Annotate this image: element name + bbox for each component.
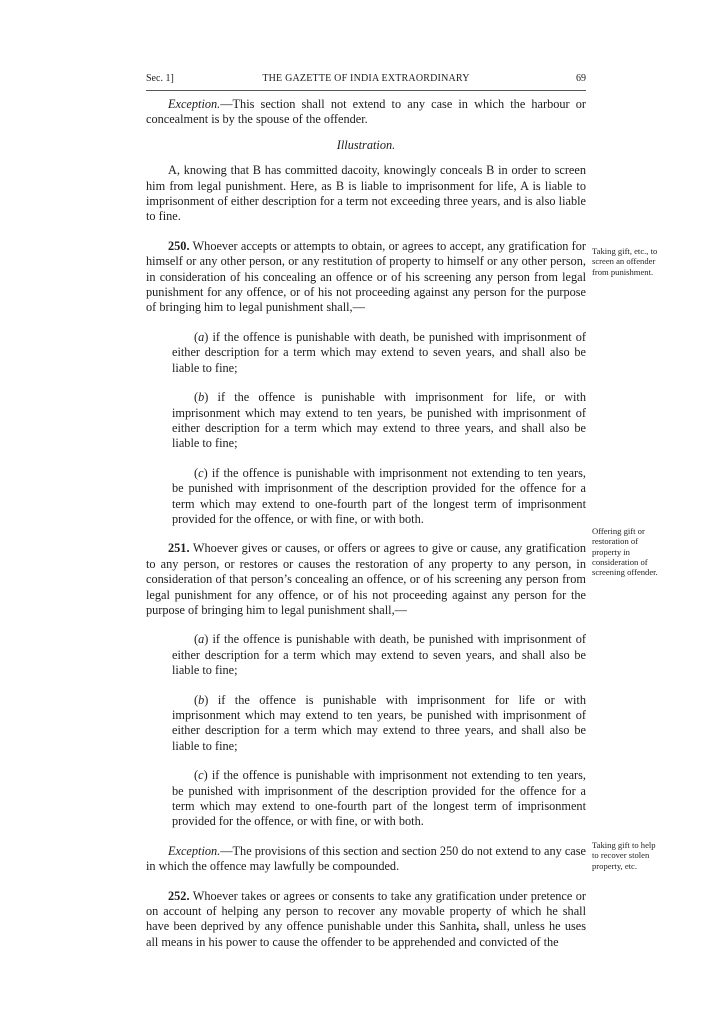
section-252-number: 252.: [168, 888, 190, 903]
section-250: 250. Whoever accepts or attempts to obtain, or agrees to accept, any gratification for himself or any other person, or any restitution of property to himself or any other person, in consideration of his concealing an offence or of his screening any person from legal punishment for any offence, or of his not proceeding against any person for the purpose of bringing him to legal punishment shall,—: [146, 238, 586, 315]
header-section: Sec. 1]: [146, 73, 174, 84]
illustration-text: A, knowing that B has committed dacoity, knowingly conceals B in order to screen him from legal punishment. Here, as B is liable to imprisonment for life, A is liable to imprisonment of either description for a term not exceeding three years, and is also liable to fine.: [146, 163, 586, 224]
exception-249: [146, 97, 586, 128]
main-text: [146, 97, 586, 950]
section-251: 251. Whoever gives or causes, or offers or agrees to give or cause, any gratification to any person, or restores or causes the restoration of any property to any person, in consideration of that person’s concealing an offence, or of his screening any person from legal punishment for any offence, or of his not proceeding against any person for the purpose of bringing him to legal punishment shall,—: [146, 541, 586, 617]
exception-label: Exception.: [168, 97, 221, 111]
header-page-number: 69: [576, 73, 586, 84]
section-251-number: 251.: [168, 541, 190, 556]
section-251-exception: Exception.—The provisions of this section and section 250 do not extend to any case in which the offence may lawfully be compounded.: [146, 843, 587, 874]
side-note-252: Taking gift to help to recover stolen property, etc.: [592, 840, 656, 871]
section-250-clause-a: (a) if the offence is punishable with death, be punished with imprisonment of either description for a term which may extend to seven years, and shall also be liable to fine;: [172, 329, 586, 375]
section-251-clause-b: (b) if the offence is punishable with imprisonment for life or with imprisonment which may extend to ten years, be punished with imprisonment of either description for a term which may extend to three years, and shall also be liable to fine;: [172, 692, 586, 753]
header-gazette-title: THE GAZETTE OF INDIA EXTRAORDINARY: [262, 73, 470, 84]
section-251-clause-a: (a) if the offence is punishable with death, be punished with imprisonment of either description for a term which may extend to seven years, and shall also be liable to fine;: [172, 632, 586, 678]
section-250-clause-c: (c) if the offence is punishable with imprisonment not extending to ten years, be punished with imprisonment of the description provided for the offence for a term which may extend to one-fourth part of the longest term of imprisonment provided for the offence, or with fine, or with both.: [172, 465, 586, 526]
side-note-251: Offering gift or restoration of property in consideration of screening offender.: [592, 526, 658, 578]
exception-text: —This section shall not extend to any case in which the harbour or concealment is by the spouse of the offender.: [146, 97, 586, 127]
section-250-number: 250.: [168, 238, 190, 253]
side-note-250: Taking gift, etc., to screen an offender from punishment.: [592, 246, 658, 277]
illustration-heading: Illustration.: [336, 137, 396, 152]
section-250-clause-b: (b) if the offence is punishable with imprisonment for life, or with imprisonment which may extend to ten years, be punished with imprisonment of either description for a term which may extend to three years, and shall also be liable to fine;: [172, 390, 586, 451]
section-251-clause-c: (c) if the offence is punishable with imprisonment not extending to ten years, be punished with imprisonment of the description provided for the offence for a term which may extend to one-fourth part of the longest term of imprisonment provided for the offence, or with fine, or with both.: [172, 768, 586, 829]
page-header: [146, 72, 586, 86]
section-252: 252. Whoever takes or agrees or consents to take any gratification under pretence or on account of helping any person to recover any movable property of which he shall have been deprived by any offence punishable under this Sanhita, shall, unless he uses all means in his power to cause the offender to be apprehended and convicted of the: [146, 888, 587, 949]
header-rule: [146, 90, 586, 91]
